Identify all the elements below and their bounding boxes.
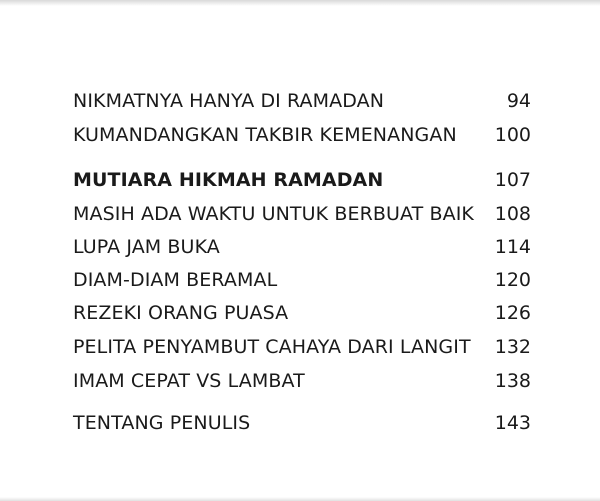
toc-entry-page: 108 (494, 203, 531, 225)
toc-entry (73, 232, 531, 262)
toc-entry-page: 138 (494, 370, 531, 392)
toc-entry-page: 94 (506, 90, 531, 112)
toc-entry-title: IMAM CEPAT VS LAMBAT (73, 370, 305, 392)
toc-entry (73, 265, 531, 295)
toc-entry-page: 107 (494, 169, 531, 191)
page-edge-top (0, 0, 600, 6)
toc-entry-page: 120 (494, 269, 531, 291)
toc-entry-page: 143 (494, 412, 531, 434)
toc-heading-title: MUTIARA HIKMAH RAMADAN (73, 169, 384, 191)
page-edge-bottom (0, 497, 600, 501)
toc-entry (73, 366, 531, 396)
toc-entry-page: 114 (494, 236, 531, 258)
toc-entry-title: LUPA JAM BUKA (73, 236, 220, 258)
toc-entry (73, 199, 531, 229)
toc-entry-title: DIAM-DIAM BERAMAL (73, 269, 278, 291)
toc-entry-title: KUMANDANGKAN TAKBIR KEMENANGAN (73, 124, 457, 146)
toc-entry-title: REZEKI ORANG PUASA (73, 302, 289, 324)
toc-entry-title: NIKMATNYA HANYA DI RAMADAN (73, 90, 385, 112)
toc-entry (73, 298, 531, 328)
toc-section-heading (73, 165, 531, 195)
toc-entry-page: 126 (494, 302, 531, 324)
toc-entry (73, 86, 531, 116)
toc-entry (73, 120, 531, 150)
toc-entry (73, 408, 531, 438)
toc-entry-title: MASIH ADA WAKTU UNTUK BERBUAT BAIK (73, 203, 474, 225)
toc-entry-title: PELITA PENYAMBUT CAHAYA DARI LANGIT (73, 336, 471, 358)
toc-entry-page: 132 (494, 336, 531, 358)
toc-entry (73, 332, 531, 362)
toc-entry-page: 100 (494, 124, 531, 146)
toc-entry-title: TENTANG PENULIS (73, 412, 251, 434)
